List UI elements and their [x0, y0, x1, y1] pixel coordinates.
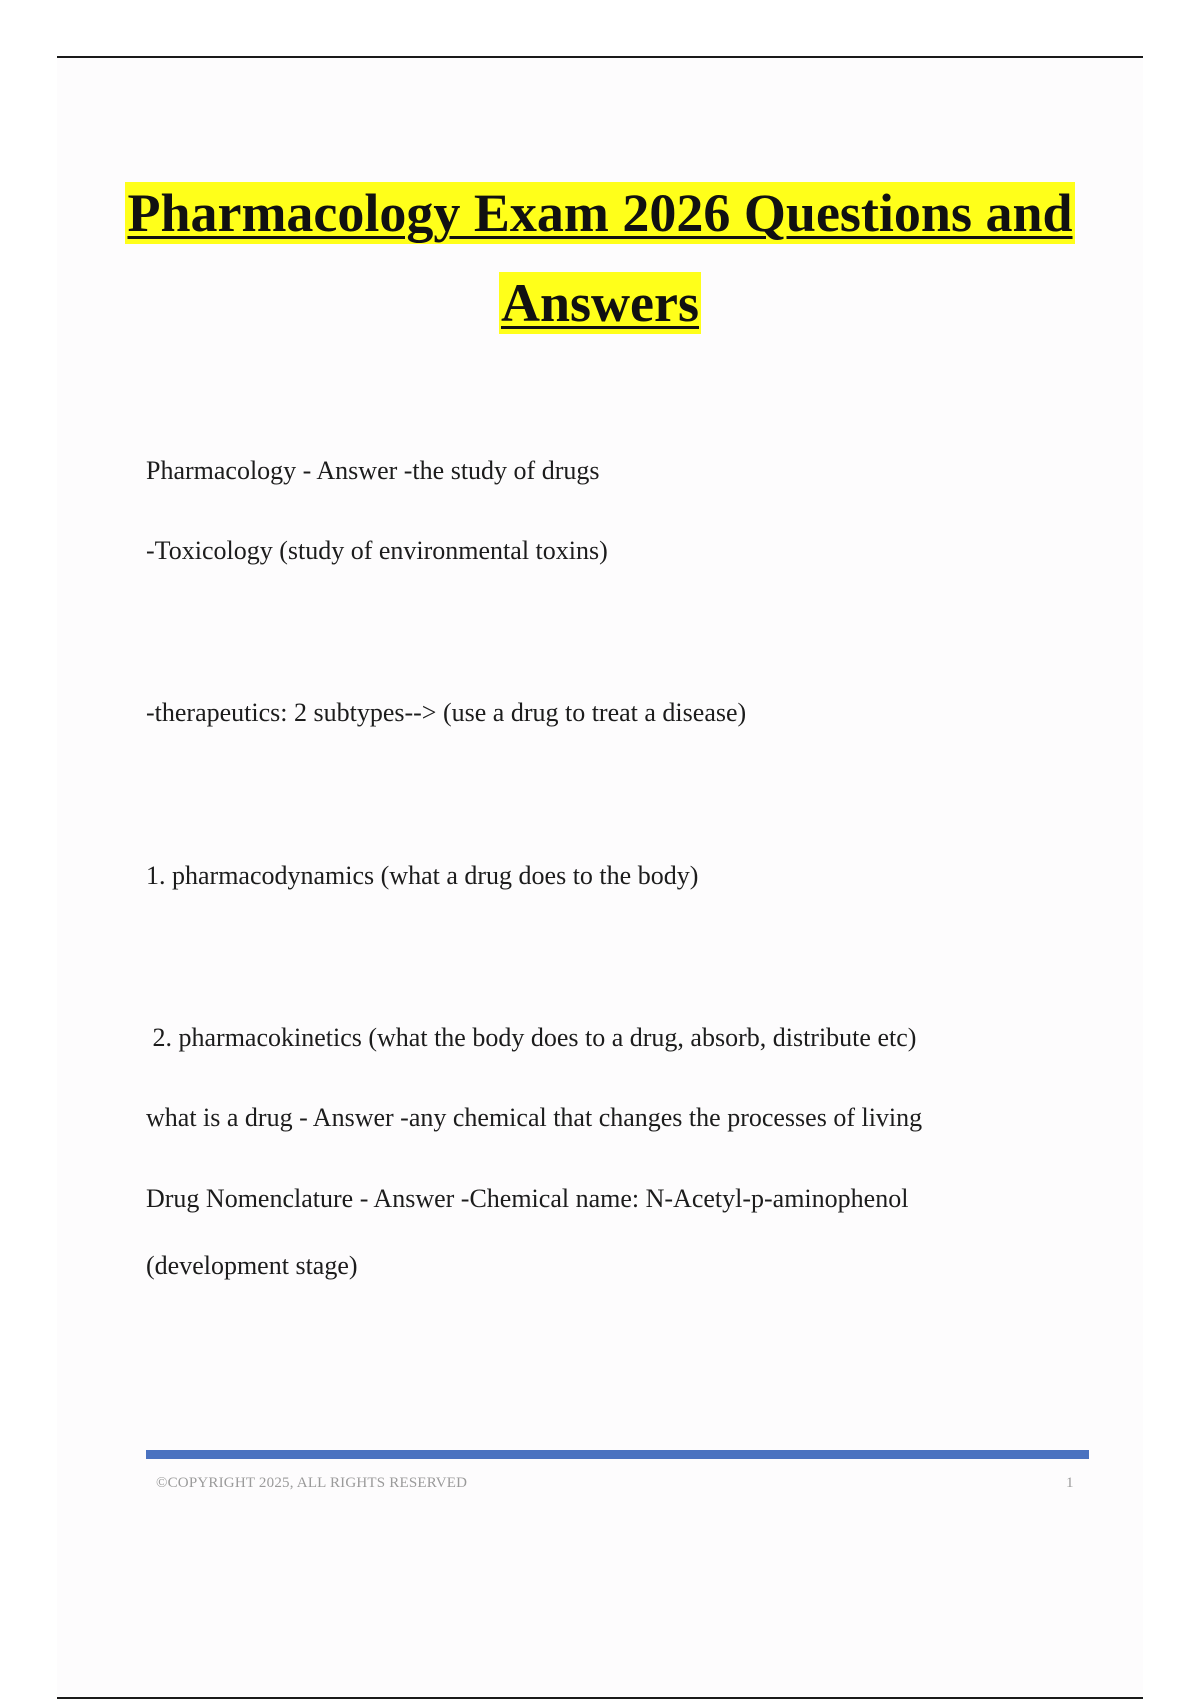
- document-title-line-2: Answers: [501, 273, 699, 333]
- bottom-rule: [57, 1697, 1143, 1699]
- paragraph-pharmacodynamics: 1. pharmacodynamics (what a drug does to the body): [146, 861, 699, 890]
- paragraph-pharmacokinetics: 2. pharmacokinetics (what the body does to a drug, absorb, distribute etc): [146, 1023, 917, 1052]
- footer-bar: [146, 1450, 1089, 1459]
- footer-copyright: ©COPYRIGHT 2025, ALL RIGHTS RESERVED: [156, 1475, 468, 1491]
- paragraph-drug-nomenclature: Drug Nomenclature - Answer -Chemical name: N-Acetyl-p-aminophenol: [146, 1184, 909, 1213]
- document-title-line-1: Pharmacology Exam 2026 Questions and: [127, 183, 1073, 243]
- title-row-1: [0, 182, 1200, 244]
- paragraph-toxicology: -Toxicology (study of environmental toxins): [146, 536, 608, 565]
- paragraph-pharmacology: Pharmacology - Answer -the study of drugs: [146, 456, 600, 485]
- footer-page-number: 1: [1066, 1475, 1074, 1491]
- paragraph-development-stage: (development stage): [146, 1251, 358, 1280]
- paragraph-what-is-a-drug: what is a drug - Answer -any chemical that changes the processes of living: [146, 1103, 923, 1132]
- paragraph-therapeutics: -therapeutics: 2 subtypes--> (use a drug to treat a disease): [146, 698, 747, 727]
- title-row-2: [0, 272, 1200, 334]
